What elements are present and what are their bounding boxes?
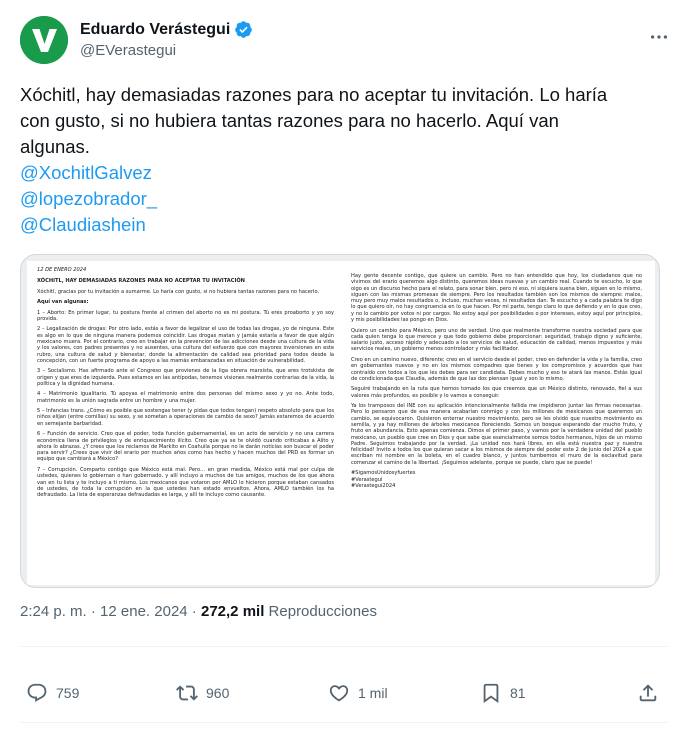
views-count: 272,2 mil bbox=[200, 603, 265, 620]
tweet-text bbox=[20, 82, 668, 238]
tweet-text-line: con gusto, si no hubiera tantas razones para no hacerlo. Aquí van bbox=[20, 110, 559, 131]
action-bar bbox=[20, 682, 668, 714]
heart-icon bbox=[328, 682, 350, 704]
meta-separator: · bbox=[187, 603, 201, 620]
retweet-icon bbox=[176, 682, 198, 704]
avatar-v-logo-icon bbox=[20, 16, 68, 64]
letter-paragraph: 6 – Función de servicio. Creo que el poder, toda función gubernamental, es un acto de servicio y no una carrera económica llena de privilegios y de enriquecimiento ilícito. Creo que ya se te olvidó cuando criticabas a Alito y ahora lo abrazas. ¿Y crees que los reclamos de Markito en Coahuila porque no le darán noticias son buscar el poder para servir? ¿Crees que vivir del erario por muchos años como has hecho y hacen muchos del PRD es formar un equipo que cambiará a México? bbox=[37, 431, 334, 463]
bookmark-icon bbox=[480, 682, 502, 704]
meta-separator: · bbox=[86, 603, 101, 620]
reply-count: 759 bbox=[56, 685, 80, 701]
mention-link[interactable]: @lopezobrador_ bbox=[20, 188, 158, 209]
tweet-text-line: Xóchitl, hay demasiadas razones para no aceptar tu invitación. Lo haría bbox=[20, 84, 608, 105]
letter-paragraph: Hay gente decente contigo, que quiere un cambio. Pero no han entendido que hoy, los ciudadanos que no vivimos del erario queremos algo distinto, queremos ideas nuevas y un cambio real. Cuando te escucho, lo que oigo es un discurso hecho para el relato, para sonar bien, pero ni eso, ni siquiera suena bien, siguen en lo mismo, siguen con las mismas promesas de siempre. Pero los resultados también son los mismos de siempre: malos, muy pero muy malos resultados o, incluso, muchas veces, ni resultados dan. Te escucho y a cada palabra te digo lo que quiero oír, no hay congruencia en lo que hacen. Por mi parte, tengo claro lo que defiendo y en lo que creo, y no lo cambio por votos ni por cargos. No estoy aquí por posibilidades o por intereses, estoy aquí por principios, y mis posibilidades las pongo en Dios. bbox=[351, 273, 642, 324]
letter-hashtag: #Verastegui2024 bbox=[351, 482, 396, 489]
share-icon bbox=[637, 682, 659, 704]
retweet-button[interactable] bbox=[176, 682, 229, 704]
letter-paragraph: Ya los tramposos del INE con su aplicación intencionalmente fallida me impidieron juntar las firmas necesarias. Pero lo pensaron que de esa manera acabarían conmigo y con los millones de mexicanos que queremos un cambio, se equivocaron. Quisieron enterrar nuestro movimiento, pero se les olvidó que nuestro movimiento es semilla, y ya hay millones de árboles mexicanos floreciendo. Somos un bosque esperando dar mucho fruto, y fruto en abundancia. Esto apenas comienza. Dimos el primer paso, y vamos por la verdadera unidad del pueblo mexicano, un pueblo que cree en Dios y que sabe que esencialmente somos todos hermanos, hijos de un mismo Padre. Seguimos trabajando por la verdad. ¡La unidad nos hará libres, en ella está nuestra paz y nuestra felicidad! Invito a todos los que quieran sacar a los mismos de siempre del poder este 2 de junio del 2024 a que escriban mi nombre en la boleta, en el cuadro blanco, y juntos tumbemos el muro de la esclavitud para comenzar el camino de la libertad. ¡Seguimos adelante, porque se puede, claro que se puede! bbox=[351, 403, 642, 466]
tweet-text-line: algunas. bbox=[20, 136, 90, 157]
letter-paragraph: 2 – Legalización de drogas: Por otro lado, estás a favor de legalizar el uso de todas las drogas, yo de ninguna. Este es algo en lo que de ninguna manera podemos coincidir. Las drogas matan y jamás estaría a favor de que algún mexicano muera. Por el contrario, creo en trabajar en la prevención de las adicciones desde una cultura de la vida y los valores, con padres presentes y no ausentes, una cultura del esfuerzo que con mayores inversiones en este rubro, una cultura de salud y bienestar, donde la alimentación de calidad sea prioridad para todos desde la concepción, con un fuerte programa de apoyo a las mamás embarazadas en situación de vulnerabilidad. bbox=[37, 326, 334, 364]
like-button[interactable] bbox=[328, 682, 388, 704]
letter-left-column bbox=[27, 261, 344, 503]
display-name[interactable]: Eduardo Verástegui bbox=[80, 20, 231, 38]
letter-right-column bbox=[337, 261, 654, 493]
letter-page-left bbox=[27, 261, 344, 585]
mention-link[interactable]: @Claudiashein bbox=[20, 214, 146, 235]
letter-page-right bbox=[337, 261, 655, 585]
letter-paragraph: 7 – Corrupción. Comparto contigo que México está mal. Pero… en gran medida, México está mal por culpa de ustedes, quienes lo gobiernan o han gobernado, y allí incluyo a muchos de tus amigos, muchos de los que ahora van en tu lista y te incluyo a ti mismo. Los mexicanos que votaron por AMLO lo hicieron porque estaban cansados de ustedes, de toda la corrupción en la que ustedes han estado envueltos. Ahora, AMLO también los ha defraudado. La lista de esperanzas defraudadas es larga, y allí te incluyo como causante. bbox=[37, 466, 334, 499]
letter-paragraph: Creo en un camino nuevo, diferente; creo en el servicio desde el poder, creo en defender la vida y la familia, creo en gobernantes nuevos y no en los mismos compadres que tienes y los compromisos y acuerdos que has contraído con todos a los que les debes para ser candidata. Debes mucho y eso te atará las manos. Estás igual de condicionada que Claudia, además de que las dos piensan igual y son lo mismo. bbox=[351, 356, 642, 382]
divider bbox=[20, 722, 668, 723]
mention-link[interactable]: @XochitlGalvez bbox=[20, 162, 152, 183]
tweet-time[interactable]: 2:24 p. m. bbox=[20, 603, 87, 620]
bookmark-count: 81 bbox=[510, 685, 526, 701]
reply-icon bbox=[26, 682, 48, 704]
handle[interactable]: @EVerastegui bbox=[80, 42, 177, 59]
letter-paragraph: Xóchitl, gracias por tu invitación a sumarme. Lo haría con gusto, si no hubiera tantas razones para no hacerlo. bbox=[37, 288, 320, 295]
tweet-meta bbox=[20, 603, 377, 620]
bookmark-button[interactable] bbox=[480, 682, 526, 704]
share-button[interactable] bbox=[637, 682, 659, 704]
letter-paragraph: 1 – Aborto: En primer lugar, tu postura frente al crimen del aborto no es mi postura. Tú eres proaborto y yo soy provida. bbox=[37, 309, 334, 322]
letter-paragraph: 3 – Socialismo. Has afirmado ante el Congreso que provienes de la liga obrera marxista, que eres trotskista de origen y que eres de izquierda. Pues estamos en las antípodas, tenemos visiones realmente contrarias de la vida, la política y la dignidad humana. bbox=[37, 368, 334, 387]
verified-badge-icon bbox=[234, 20, 253, 39]
letter-paragraph: Quiero un cambio para México, pero uno de verdad. Uno que realmente transforme nuestra sociedad para que cada quien tenga lo que merece y que todo gobierno debe proporcionar: seguridad, trabajo digno y suficiente, salario justo, acceso rápido y adecuado a los servicios de salud, educación de calidad, menos impuestos y más servicios reales, un gobierno menos controlador y más facilitador. bbox=[351, 327, 642, 353]
attached-image[interactable] bbox=[20, 254, 660, 588]
divider bbox=[20, 646, 668, 647]
more-options-icon[interactable] bbox=[648, 26, 670, 48]
letter-paragraph: Seguiré trabajando en la ruta que hemos tomado los que creemos que un México distinto, renovado, fiel a sus valores más profundos, es posible y lo vamos a conseguir. bbox=[351, 386, 642, 399]
tweet-date[interactable]: 12 ene. 2024 bbox=[100, 603, 188, 620]
like-count: 1 mil bbox=[358, 685, 388, 701]
tweet-header bbox=[20, 14, 670, 66]
retweet-count: 960 bbox=[206, 685, 230, 701]
avatar[interactable] bbox=[20, 16, 68, 64]
letter-paragraph: Aquí van algunas: bbox=[37, 299, 89, 306]
name-row bbox=[80, 20, 253, 39]
views-label: Reproducciones bbox=[268, 603, 377, 620]
letter-title: XÓCHITL, HAY DEMASIADAS RAZONES PARA NO ACEPTAR TU INVITACIÓN bbox=[37, 278, 245, 285]
letter-hashtag: #SigamosUnidosyfuertes bbox=[351, 470, 416, 477]
letter-paragraph: 4 – Matrimonio igualitario. Tú apoyas el matrimonio entre dos personas del mismo sexo y yo no. Ante todo, matrimonio es la unión sagrada entre un hombre y una mujer. bbox=[37, 391, 334, 404]
letter-date: 12 DE ENERO 2024 bbox=[37, 267, 87, 273]
reply-button[interactable] bbox=[26, 682, 79, 704]
letter-paragraph: 5 – Infancias trans. ¿Cómo es posible que sostengas tener (y pidas que todos tengan) respeto absoluto para que los niños elijan (entre comillas) su sexo, y se sometan a operaciones de cambio de sexo? Jamás estaremos de acuerdo en semejante barbaridad. bbox=[37, 408, 334, 427]
letter-hashtag: #Verastegui bbox=[351, 476, 383, 483]
